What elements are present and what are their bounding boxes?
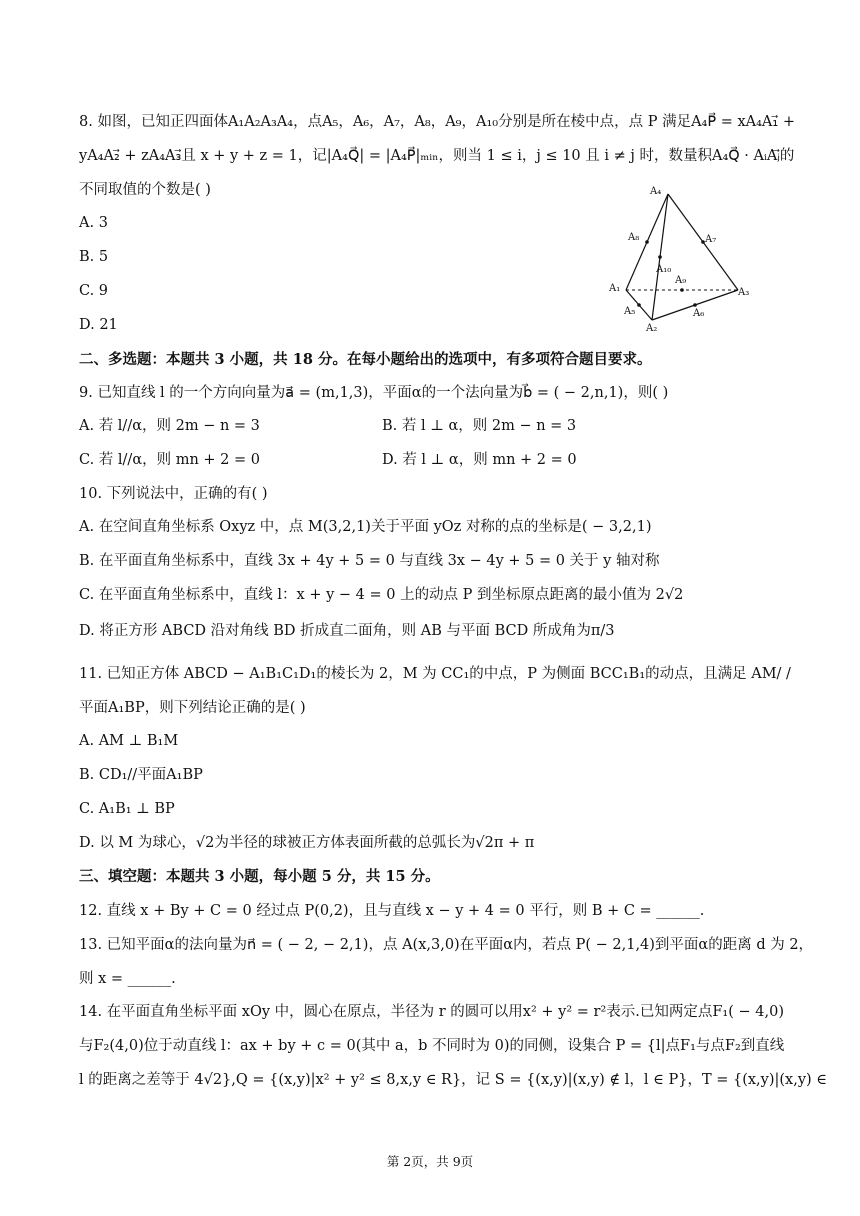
q10-option-c: C. 在平面直角坐标系中，直线 l：x + y − 4 = 0 上的动点 P 到坐标原点距离的最小值为 2√2 (79, 587, 684, 603)
q11-option-d: D. 以 M 为球心，√2为半径的球被正方体表面所截的总弧长为√2π + π (79, 835, 535, 851)
q14-stem-line1: 14. 在平面直角坐标平面 xOy 中，圆心在原点，半径为 r 的圆可以用x² + y² = r²表示.已知两定点F₁( − 4,0) (79, 1004, 784, 1020)
section-2-heading: 二、多选题：本题共 3 小题，共 18 分。在每小题给出的选项中，有多项符合题目要求。 (79, 351, 652, 368)
q11-option-c: C. A₁B₁ ⊥ BP (79, 801, 175, 817)
q12-stem: 12. 直线 x + By + C = 0 经过点 P(0,2)，且与直线 x − y + 4 = 0 平行，则 B + C = ______. (79, 903, 705, 919)
label-a1: A₁ (609, 283, 621, 294)
q11-stem-line1: 11. 已知正方体 ABCD − A₁B₁C₁D₁的棱长为 2，M 为 CC₁的中点，P 为侧面 BCC₁B₁的动点，且满足 AM/ / (79, 666, 791, 682)
tetrahedron-figure (604, 182, 764, 334)
q9-option-b: B. 若 l ⊥ α，则 2m − n = 3 (382, 418, 577, 434)
point-a9 (680, 288, 684, 292)
point-a10 (658, 255, 662, 259)
q8-stem-line2: yA₄A₂⃗ + zA₄A₃⃗且 x + y + z = 1，记|A₄Q⃗| = |A₄P⃗|ₘᵢₙ，则当 1 ≤ i，j ≤ 10 且 i ≠ j 时，数量积A₄Q⃗ · AᵢAⱼ⃗的 (79, 148, 795, 164)
label-a5: A₅ (624, 306, 636, 317)
q9-option-a: A. 若 l//α，则 2m − n = 3 (79, 418, 260, 434)
section-3-heading: 三、填空题：本题共 3 小题，每小题 5 分，共 15 分。 (79, 868, 440, 885)
label-a7: A₇ (705, 234, 717, 245)
q8-option-c: C. 9 (79, 283, 109, 299)
label-a8: A₈ (628, 232, 640, 243)
q14-stem-line3: l 的距离之差等于 4√2},Q = {(x,y)|x² + y² ≤ 8,x,y ∈ R}，记 S = {(x,y)|(x,y) ∉ l，l ∈ P}，T = {(x,y)|(x,y) ∈ (79, 1072, 828, 1088)
q13-stem-line2: 则 x = ______. (79, 971, 176, 987)
q8-option-d: D. 21 (79, 317, 118, 333)
q9-option-d: D. 若 l ⊥ α，则 mn + 2 = 0 (382, 452, 577, 468)
point-a8 (645, 240, 649, 244)
q10-option-d: D. 将正方形 ABCD 沿对角线 BD 折成直二面角，则 AB 与平面 BCD 所成角为π/3 (79, 623, 615, 639)
point-a5 (637, 303, 641, 307)
q10-option-a: A. 在空间直角坐标系 Oxyz 中，点 M(3,2,1)关于平面 yOz 对称的点的坐标是( − 3,2,1) (79, 519, 652, 535)
q10-option-b: B. 在平面直角坐标系中，直线 3x + 4y + 5 = 0 与直线 3x − 4y + 5 = 0 关于 y 轴对称 (79, 553, 660, 569)
label-a3: A₃ (738, 287, 750, 298)
q8-option-a: A. 3 (79, 215, 108, 231)
label-a9: A₉ (675, 275, 687, 286)
label-a6: A₆ (693, 308, 705, 319)
q10-stem: 10. 下列说法中，正确的有( ) (79, 486, 268, 502)
page-footer: 第 2页，共 9页 (386, 1154, 474, 1169)
q8-stem-line3: 不同取值的个数是( ) (79, 182, 211, 198)
q13-stem-line1: 13. 已知平面α的法向量为n⃗ = ( − 2, − 2,1)，点 A(x,3,0)在平面α内，若点 P( − 2,1,4)到平面α的距离 d 为 2， (79, 937, 814, 953)
label-a4: A₄ (650, 186, 662, 197)
q14-stem-line2: 与F₂(4,0)位于动直线 l：ax + by + c = 0(其中 a，b 不同时为 0)的同侧，设集合 P = {l|点F₁与点F₂到直线 (79, 1038, 785, 1054)
q8-option-b: B. 5 (79, 249, 109, 265)
label-a2: A₂ (646, 323, 658, 334)
q11-stem-line2: 平面A₁BP，则下列结论正确的是( ) (79, 700, 306, 716)
q9-option-c: C. 若 l//α，则 mn + 2 = 0 (79, 452, 260, 468)
point-a6 (693, 303, 697, 307)
q9-stem: 9. 已知直线 l 的一个方向向量为a⃗ = (m,1,3)，平面α的一个法向量为b⃗ = ( − 2,n,1)，则( ) (79, 385, 669, 401)
q11-option-b: B. CD₁//平面A₁BP (79, 767, 203, 783)
q8-stem-line1: 8. 如图，已知正四面体A₁A₂A₃A₄，点A₅，A₆，A₇，A₈，A₉，A₁₀分别是所在棱中点，点 P 满足A₄P⃗ = xA₄A₁⃗ + (79, 114, 795, 130)
label-a10: A₁₀ (656, 264, 672, 275)
q11-option-a: A. AM ⊥ B₁M (79, 733, 179, 749)
